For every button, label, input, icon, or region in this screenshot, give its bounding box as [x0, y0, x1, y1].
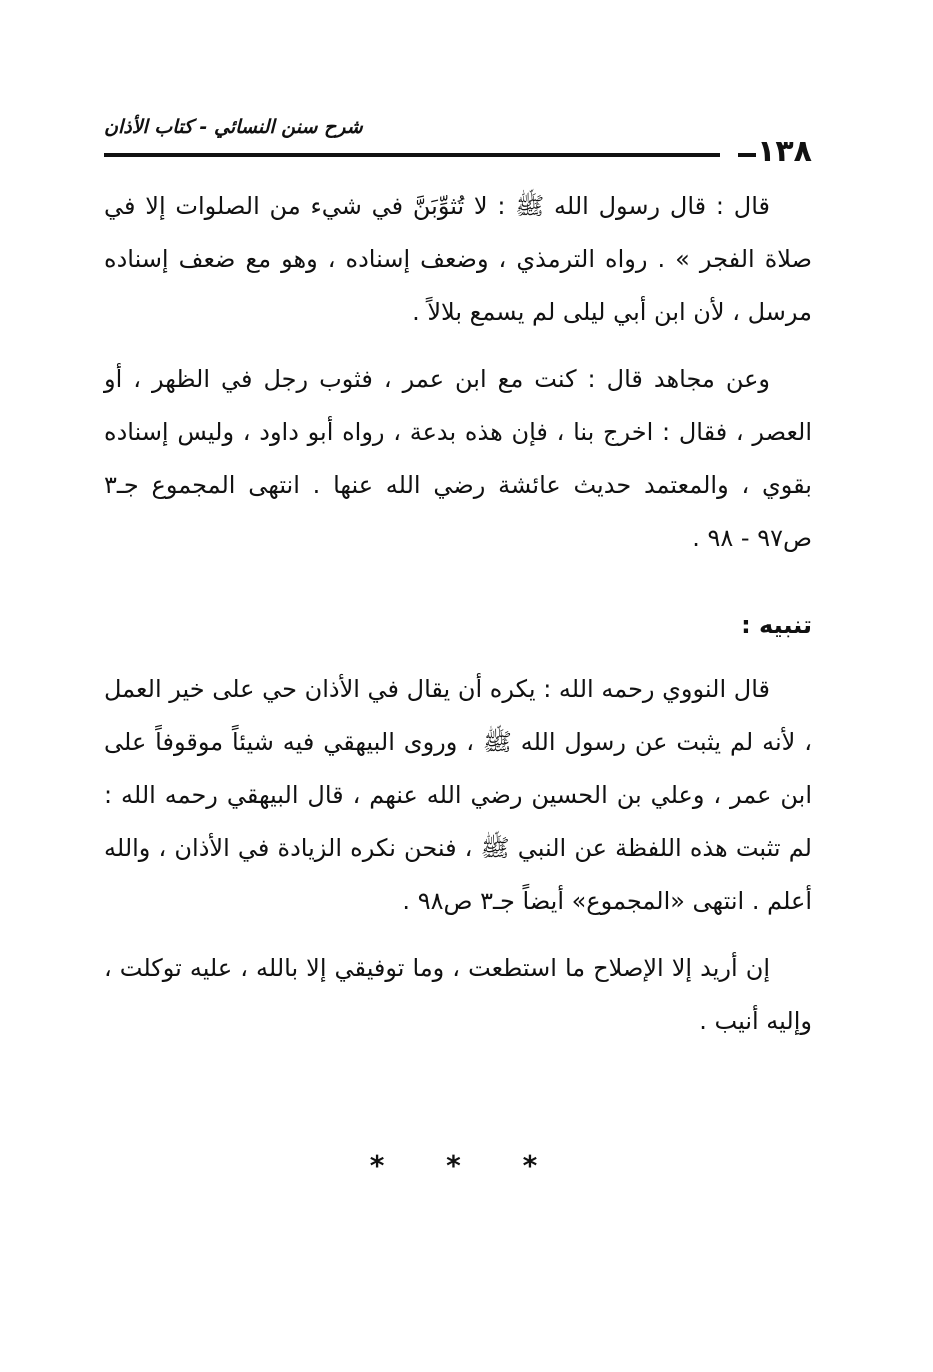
running-title: شرح سنن النسائي - كتاب الأذان: [104, 116, 363, 138]
paragraph-mujahid: وعن مجاهد قال : كنت مع ابن عمر ، فثوب رجل في الظهر ، أو العصر ، فقال : اخرج بنا ، فإن هذه بدعة ، رواه أبو داود ، وليس إسناده بقوي ، والمعتمد حديث عائشة رضي الله عنها . انتهى المجموع جـ٣ ص٩٧ - ٩٨ .: [104, 365, 812, 552]
page-number: ١٣٨: [757, 134, 812, 169]
paragraph-closing: إن أريد إلا الإصلاح ما استطعت ، وما توفيقي إلا بالله ، عليه توكلت ، وإليه أنيب .: [104, 954, 812, 1035]
paragraph-nawawi: قال النووي رحمه الله : يكره أن يقال في الأذان حي على خير العمل ، لأنه لم يثبت عن رسول الله ﷺ ، وروى البيهقي فيه شيئاً موقوفاً على ابن عمر ، وعلي بن الحسين رضي الله عنهم ، قال البيهقي رحمه الله : لم تثبت هذه اللفظة عن النبي ﷺ ، فنحن نكره الزيادة في الأذان ، والله أعلم . انتهى «المجموع» أيضاً جـ٣ ص٩٨ .: [104, 675, 812, 915]
page-header: [104, 108, 812, 168]
section-separator: * * *: [369, 1149, 564, 1182]
header-dash: [738, 153, 756, 157]
note-heading: تنبيه :: [741, 611, 812, 639]
page-body: [104, 180, 812, 1062]
paragraph-hadith: قال : قال رسول الله ﷺ : لا تُثوِّبَنَّ في شيء من الصلوات إلا في صلاة الفجر » . رواه الترمذي ، وضعف إسناده ، وهو مع ضعف إسناده مرسل ، لأن ابن أبي ليلى لم يسمع بلالاً .: [104, 192, 812, 326]
header-rule: [104, 153, 720, 157]
